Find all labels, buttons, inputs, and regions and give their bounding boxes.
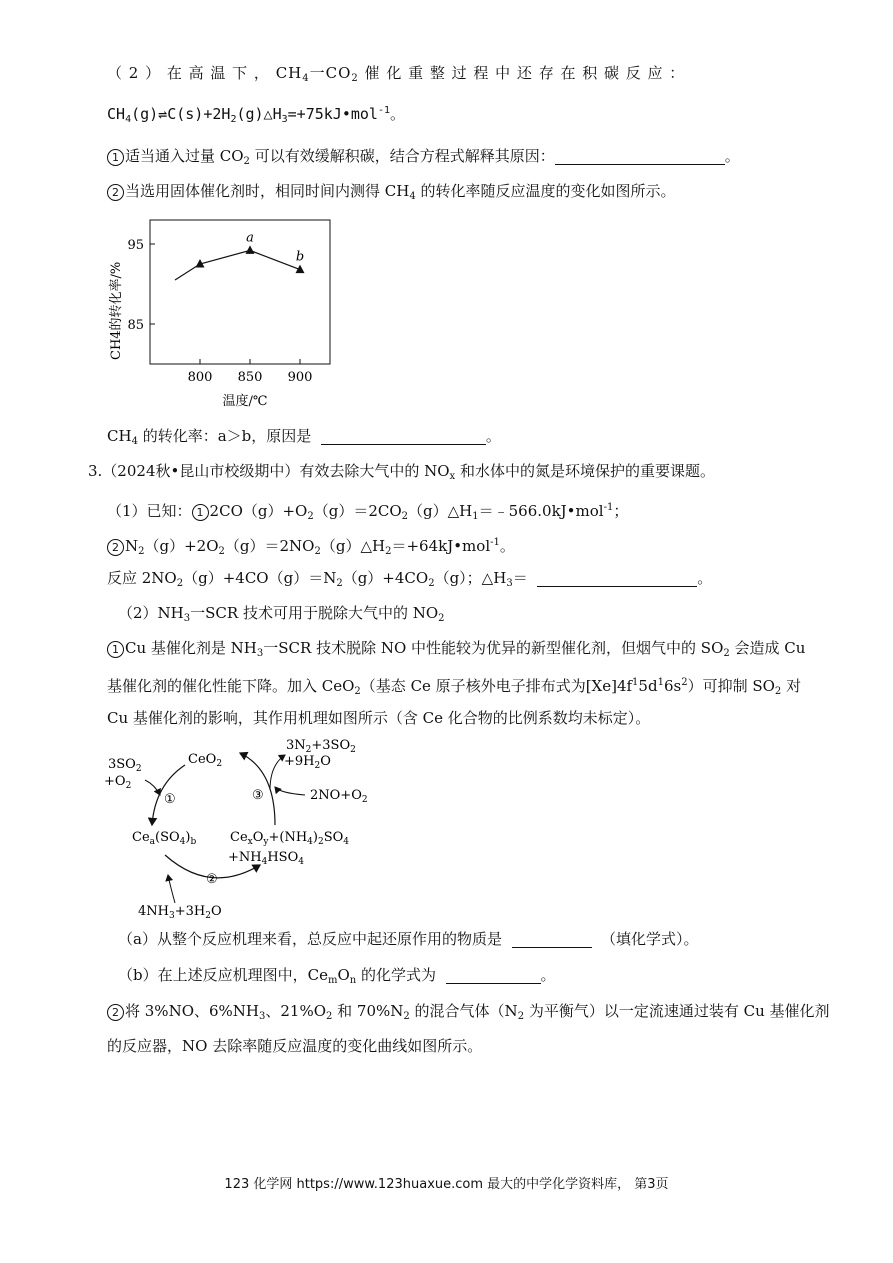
step2-label: ② [206, 872, 218, 887]
ceoxoy-mix: $Ce_xO_y+(NH_4)_2SO_4$ [230, 830, 350, 847]
q3-p2: 2 $N_2(g)+2O_2(g)=2NO_2(g)\triangle H_2=+64kJ•mol^{-1}$。 [107, 532, 515, 563]
circled-number: 1 [192, 504, 209, 521]
answer-blank[interactable] [321, 430, 486, 445]
q3-qa: （a）从整个反应机理来看，总反应中起还原作用的物质是 （填化学式）。 [118, 930, 699, 948]
circled-number: 2 [107, 1004, 124, 1021]
q3-p4: $(2)NH_3$一SCR 技术可用于脱除大气中的 $NO_2$ [118, 604, 445, 624]
x-tick-label: 800 [187, 370, 213, 385]
q3-p7: Cu 基催化剂的影响，其作用机理如图所示（含 Ce 化合物的比例系数均未标定）。 [107, 709, 651, 727]
q2-conversion: $CH_4$ 的转化率：a＞b，原因是 。 [107, 427, 501, 447]
product-line2: $+9H_2O$ [284, 754, 331, 771]
q3-p5: 1 Cu 基催化剂是 $NH_3$一SCR 技术脱除 NO 中性能较为优异的新型催化剂，但烟气中的 $SO_2$ 会造成 Cu [107, 637, 805, 665]
data-point [246, 245, 255, 254]
nh4hso4-label: $+NH_4HSO_4$ [228, 850, 304, 867]
conversion-chart [100, 212, 340, 412]
so2-input: $3SO_2$ [108, 757, 142, 774]
page-footer: 123 化学网 https://www.123huaxue.com 最大的中学化学资料库， 第3页 [224, 1177, 669, 1192]
x-axis-label: 温度/℃ [222, 394, 268, 409]
so2-in-arrow [145, 780, 160, 795]
answer-blank[interactable] [446, 969, 541, 984]
q3-qb: （b）在上述反应机理图中，$Ce_mO_n$ 的化学式为 。 [118, 966, 556, 986]
answer-blank[interactable] [555, 150, 725, 165]
mechanism-diagram [100, 735, 390, 920]
x-tick-label: 850 [237, 370, 263, 385]
y-tick-label: 85 [127, 318, 144, 333]
product-line1: $3N_2+3SO_2$ [286, 738, 356, 755]
nh3-in-arrow [168, 875, 175, 903]
q3-p1: （1）已知： 1 $2CO(g)+O_2(g)=2CO_2(g)\triangle H_1=﹣566.0kJ•mol^{-1}$； [107, 502, 629, 522]
circled-number: 1 [107, 149, 124, 166]
step3-label: ③ [252, 788, 264, 803]
answer-blank[interactable] [512, 933, 592, 948]
ceo2-label: CeO$_2$ [188, 752, 223, 769]
q3-p6: 基催化剂的催化性能下降。加入 CeO$_2$（基态 Ce 原子核外电子排布式为$[Xe]4f^15d^16s^2$）可抑制 $SO_2$ 对 [107, 677, 802, 697]
circled-number: 2 [107, 539, 124, 556]
x-tick-label: 900 [287, 370, 313, 385]
o2-input: $+O_2$ [104, 774, 132, 791]
y-axis-label: CH4的转化率/% [109, 261, 124, 360]
step1-label: ① [164, 792, 176, 807]
no-o2-input: $2NO+O_2$ [310, 788, 368, 805]
q2-intro: （ 2 ） 在 高 温 下 ， $CH_4$一$CO_2$ 催 化 重 整 过 程 中 还 存 在 积 碳 反 应 ： [107, 64, 686, 84]
q3-p9: 的反应器，NO 去除率随反应温度的变化曲线如图所示。 [107, 1037, 483, 1055]
nh3-h2o-input: $4NH_3+3H_2O$ [138, 904, 222, 920]
answer-blank[interactable] [537, 572, 697, 587]
plot-frame [150, 220, 330, 364]
q3-p8: 2 将 3%NO、$6\%NH_3$、$21\%O_2$ 和 $70\%N_2$ 的混合气体（$N_2$ 为平衡气）以一定流速通过装有 Cu 基催化剂 [107, 1000, 830, 1028]
circled-number: 1 [107, 641, 124, 658]
circled-number: 2 [107, 184, 124, 201]
no-in-arrow [275, 787, 305, 795]
q2-item2: 2 当选用固体催化剂时，相同时间内测得 $CH_4$ 的转化率随反应温度的变化如图所示。 [107, 180, 675, 208]
series-line [175, 250, 300, 280]
product-out-arrow [270, 755, 285, 790]
y-tick-label: 95 [127, 238, 144, 253]
point-label-b: b [295, 249, 305, 265]
point-label-a: a [246, 230, 254, 246]
q2-item1: 1 适当通入过量 $CO_2$ 可以有效缓解积碳，结合方程式解释其原因： 。 [107, 145, 740, 173]
q2-reaction: $CH_4(g)\rightleftharpoons C(s)+2H_2(g)\triangle H_3=+75kJ•mol^{-1}$。 [107, 105, 406, 125]
ce-sulfate: $Ce_a(SO_4)_b$ [132, 830, 197, 847]
q3-header: 3.（2024秋•昆山市校级期中）有效去除大气中的 $NO_x$ 和水体中的氮是环境保护的重要课题。 [88, 462, 715, 482]
q3-p3: 反应 $2NO_2(g)+4CO(g)=N_2(g)+4CO_2(g)$；$\triangle H_3=$ 。 [107, 569, 713, 589]
